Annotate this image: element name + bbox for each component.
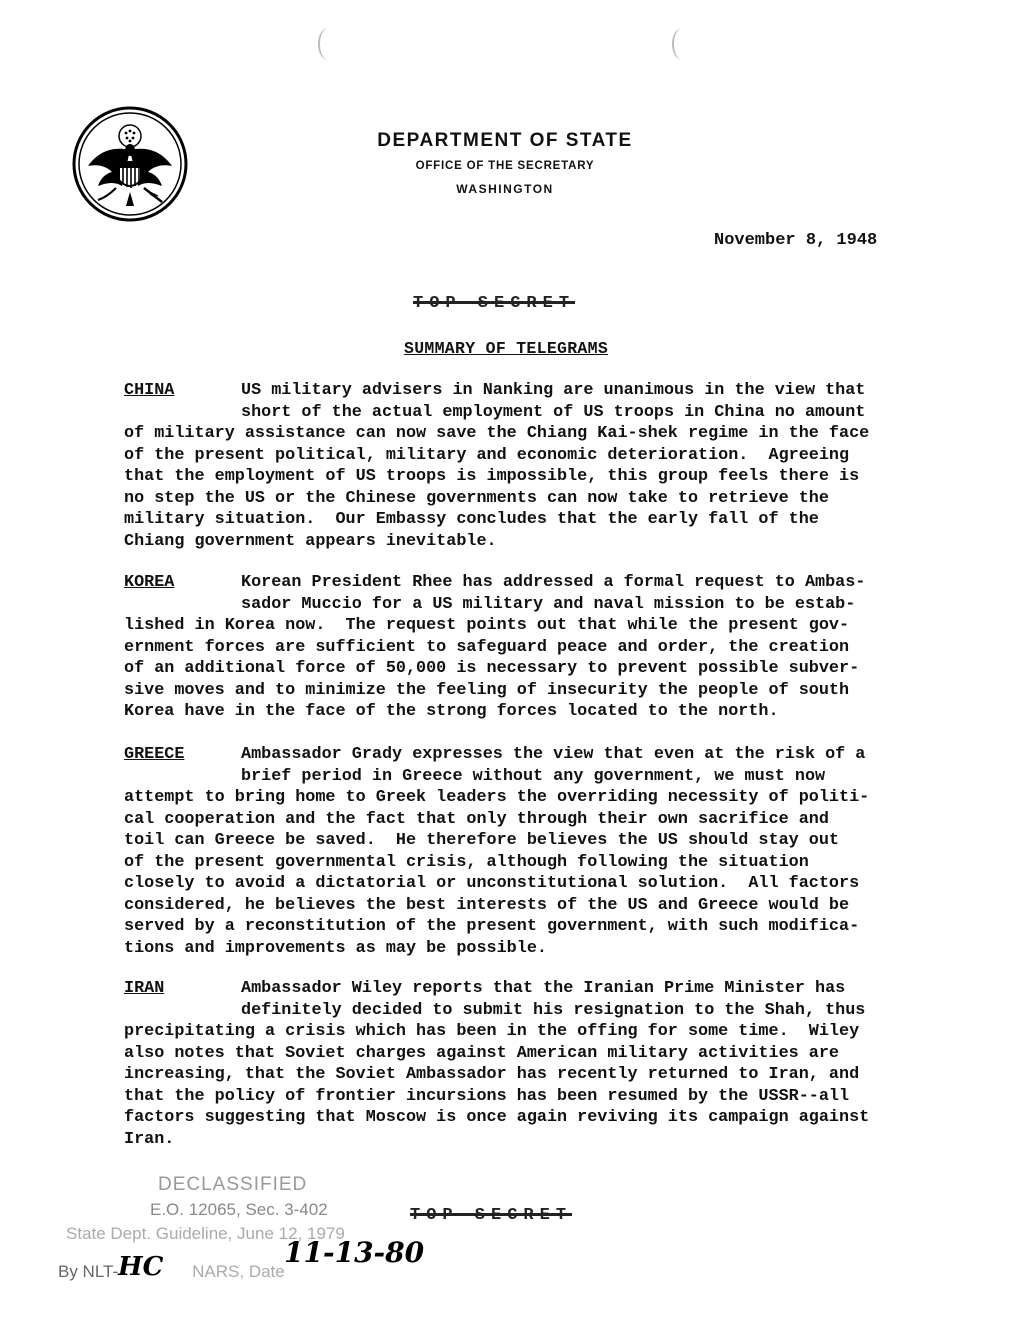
text-line: cal cooperation and the fact that only through their own sacrifice and bbox=[124, 809, 829, 829]
text-line: Ambassador Wiley reports that the Iranian Prime Minister has bbox=[241, 979, 846, 998]
text-line: closely to avoid a dictatorial or unconstitutional solution. All factors bbox=[124, 874, 860, 893]
text-line: that the policy of frontier incursions has been resumed by the USSR--all bbox=[124, 1086, 850, 1106]
text-line: Korean President Rhee has addressed a formal request to Ambas- bbox=[241, 573, 866, 592]
text-line: Chiang government appears inevitable. bbox=[124, 531, 497, 551]
document-date: November 8, 1948 bbox=[714, 231, 878, 250]
punch-hole-left bbox=[318, 28, 338, 60]
handwritten-initials: HC bbox=[118, 1252, 164, 1282]
text-line: US military advisers in Nanking are unanimous in the view that bbox=[241, 381, 866, 400]
text-line: lished in Korea now. The request points out that while the present gov- bbox=[124, 616, 850, 635]
text-line: military situation. Our Embassy concludes that the early fall of the bbox=[124, 510, 819, 529]
text-line: toil can Greece be saved. He therefore believes the US should stay out bbox=[124, 831, 839, 850]
text-line: factors suggesting that Moscow is once again reviving its campaign against bbox=[124, 1108, 870, 1127]
text-line: short of the actual employment of US troops in China no amount bbox=[241, 402, 866, 422]
text-line: sive moves and to minimize the feeling of insecurity the people of south bbox=[124, 680, 850, 700]
country-label: KOREA bbox=[124, 573, 175, 592]
text-line: sador Muccio for a US military and naval mission to be estab- bbox=[241, 594, 856, 614]
section-greece bbox=[124, 744, 924, 959]
classification-bottom: TOP SECRET bbox=[410, 1206, 573, 1225]
text-line: tions and improvements as may be possible. bbox=[124, 938, 547, 958]
text-line: brief period in Greece without any government, we must now bbox=[241, 766, 826, 786]
text-line: Iran. bbox=[124, 1129, 175, 1149]
text-line: Ambassador Grady expresses the view that even at the risk of a bbox=[241, 745, 866, 764]
declassified-stamp-guideline: State Dept. Guideline, June 12, 1979 bbox=[66, 1224, 345, 1243]
text-line: of military assistance can now save the Chiang Kai-shek regime in the face bbox=[124, 424, 870, 443]
great-seal-icon bbox=[72, 106, 188, 222]
text-line: also notes that Soviet charges against American military activities are bbox=[124, 1043, 839, 1063]
text-line: Korea have in the face of the strong forces located to the north. bbox=[124, 702, 779, 721]
declassified-stamp-by bbox=[58, 1262, 285, 1282]
text-line: served by a reconstitution of the present government, with such modifica- bbox=[124, 917, 860, 936]
text-line: that the employment of US troops is impossible, this group feels there is bbox=[124, 467, 860, 486]
declassified-stamp-title: DECLASSIFIED bbox=[158, 1174, 308, 1195]
text-line: no step the US or the Chinese governments can now take to retrieve the bbox=[124, 488, 829, 508]
handwritten-date: 11-13-80 bbox=[284, 1236, 425, 1269]
text-line: of the present political, military and economic deterioration. Agreeing bbox=[124, 445, 850, 465]
punch-hole-right bbox=[672, 28, 692, 60]
declassified-stamp-order: E.O. 12065, Sec. 3-402 bbox=[150, 1200, 328, 1219]
text-line: ernment forces are sufficient to safeguard peace and order, the creation bbox=[124, 637, 850, 657]
country-label: CHINA bbox=[124, 381, 175, 400]
text-line: of an additional force of 50,000 is necessary to prevent possible subver- bbox=[124, 659, 860, 678]
text-line: of the present governmental crisis, although following the situation bbox=[124, 852, 809, 872]
stamp-by-label: By NLT- bbox=[58, 1262, 119, 1281]
text-line: definitely decided to submit his resignation to the Shah, thus bbox=[241, 1000, 866, 1020]
text-line: precipitating a crisis which has been in the offing for some time. Wiley bbox=[124, 1022, 860, 1041]
section-iran bbox=[124, 978, 924, 1150]
document-heading: SUMMARY OF TELEGRAMS bbox=[404, 339, 609, 358]
stamp-nars-label: NARS, Date bbox=[192, 1262, 285, 1281]
text-line: increasing, that the Soviet Ambassador has recently returned to Iran, and bbox=[124, 1065, 860, 1084]
section-china bbox=[124, 380, 924, 552]
section-korea bbox=[124, 572, 924, 723]
classification-top: TOP SECRET bbox=[413, 294, 576, 313]
country-label: IRAN bbox=[124, 979, 165, 998]
letterhead-office: OFFICE OF THE SECRETARY bbox=[415, 160, 595, 172]
letterhead-city: WASHINGTON bbox=[456, 182, 554, 196]
letterhead-department: DEPARTMENT OF STATE bbox=[377, 130, 633, 151]
text-line: attempt to bring home to Greek leaders the overriding necessity of politi- bbox=[124, 788, 870, 807]
text-line: considered, he believes the best interests of the US and Greece would be bbox=[124, 895, 850, 915]
country-label: GREECE bbox=[124, 745, 185, 764]
